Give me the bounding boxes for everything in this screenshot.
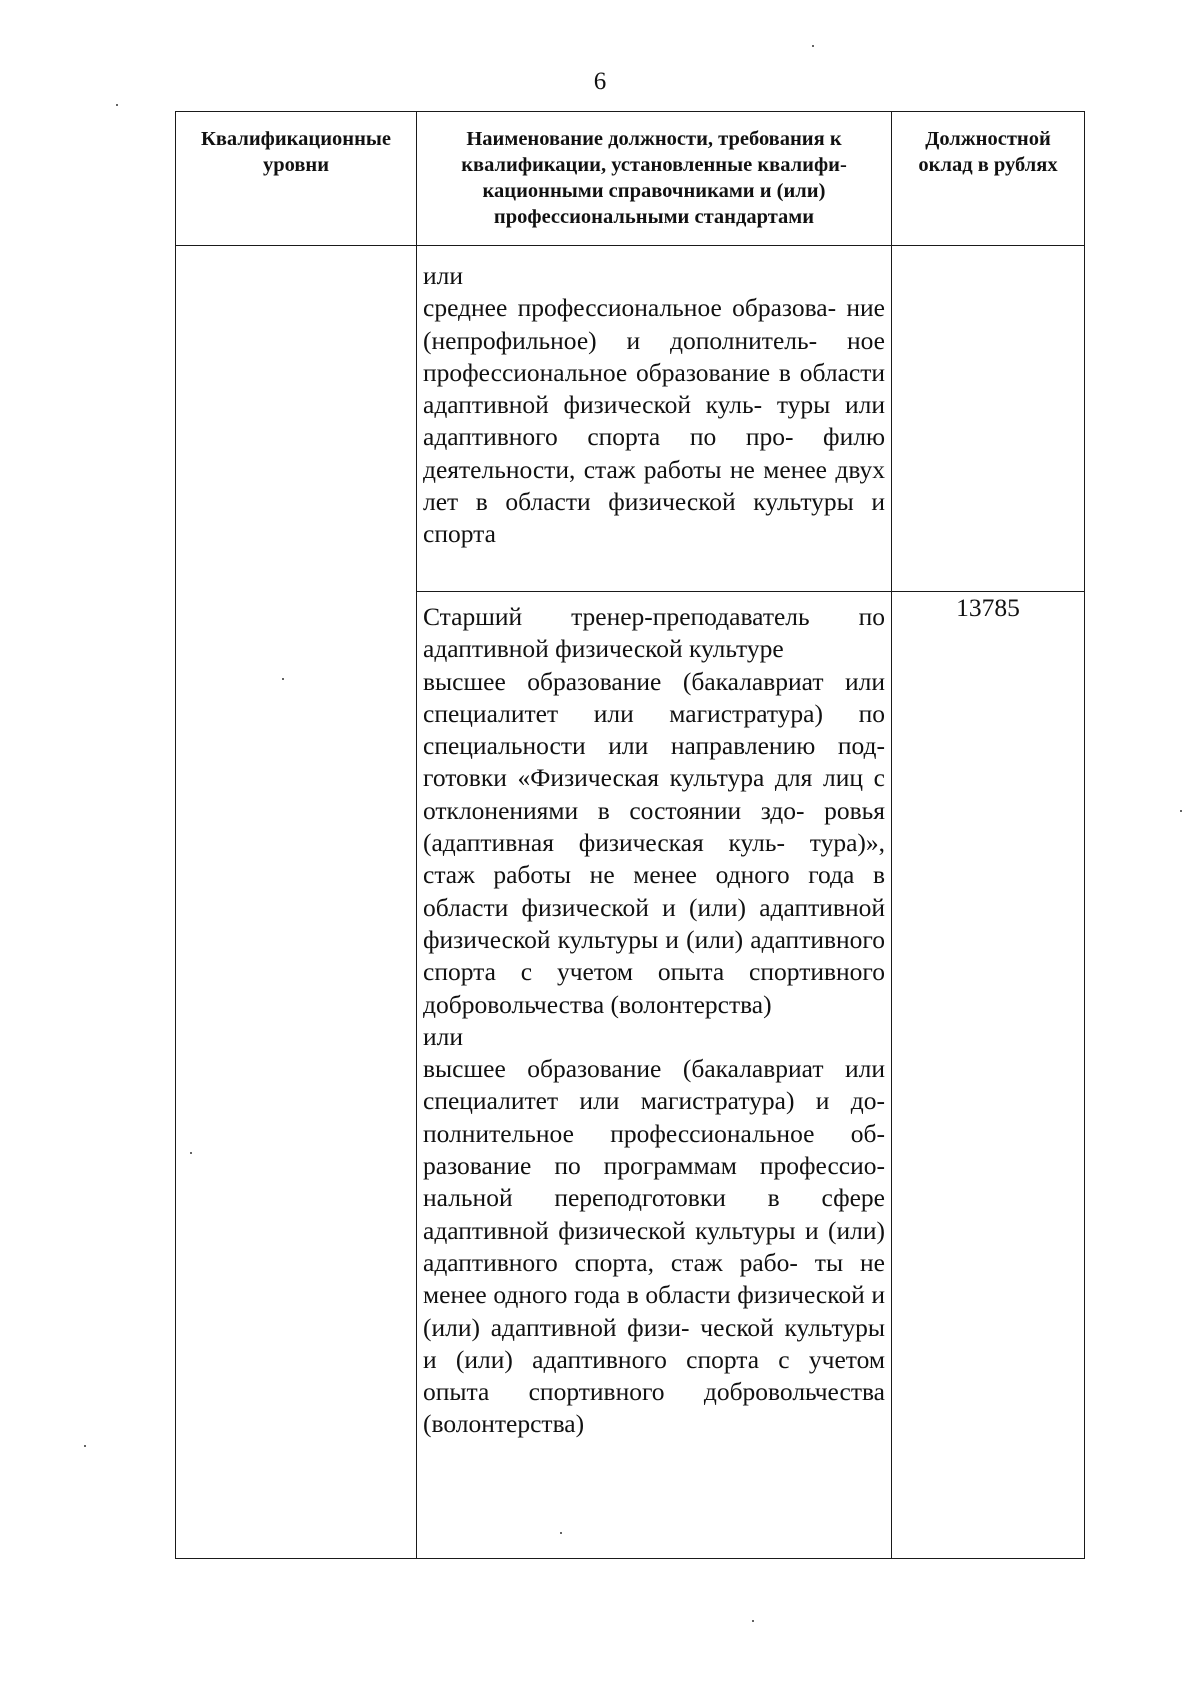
requirements-paragraph: или	[423, 1021, 464, 1051]
qualification-level-cell	[176, 246, 417, 1559]
scan-speck	[1180, 810, 1182, 812]
scan-speck	[560, 1532, 562, 1534]
requirements-paragraph: высшее образование (бакалавриат или специалитет или магистратура) по специальности или направлению под- готовки «Физическая культура для лиц с отклонениями в состоянии здо- ровья (адаптивная физическая куль- тура)», стаж работы не менее одного года в области физической и (или) адаптивной физической культуры и (или) адаптивного спорта с учетом опыта спортивного добровольчества (волонтерства)	[423, 666, 885, 1019]
position-title: Старший тренер-преподаватель по адаптивной физической культуре	[423, 602, 885, 664]
requirements-cell	[417, 592, 892, 1559]
qualification-table	[175, 111, 1085, 1559]
header-position-requirements: Наименование должности, требования к квалификации, установленные квалифи- кационными справочниками и (или) профессиональными стандартами	[417, 112, 892, 246]
scan-speck	[84, 1445, 86, 1447]
scan-speck	[812, 45, 814, 47]
scan-speck	[116, 104, 118, 106]
table-row	[176, 246, 1085, 592]
scan-speck	[190, 1152, 192, 1154]
table-header-row	[176, 112, 1085, 246]
requirements-cell	[417, 246, 892, 592]
scan-speck	[282, 678, 284, 680]
requirements-paragraph: среднее профессиональное образова- ние (непрофильное) и дополнитель- ное профессиональное образование в области адаптивной физической куль- туры или адаптивного спорта по про- филю деятельности, стаж работы не менее двух лет в области физической культуры и спорта	[423, 293, 885, 549]
scan-speck	[752, 1620, 754, 1622]
page-number: 6	[593, 68, 607, 95]
requirements-paragraph: высшее образование (бакалавриат или специалитет или магистратура) и до- полнительное профессиональное об- разование по программам профессио- нальной переподготовки в сфере адаптивной физической культуры и (или) адаптивного спорта, стаж рабо- ты не менее одного года в области физической и (или) адаптивной физи- ческой культуры и (или) адаптивного спорта с учетом опыта спортивного добровольчества (волонтерства)	[423, 1054, 885, 1439]
salary-cell: 13785	[892, 592, 1085, 1559]
requirements-paragraph: или	[423, 261, 464, 290]
header-salary: Должностной оклад в рублях	[892, 112, 1085, 246]
salary-cell	[892, 246, 1085, 592]
header-qualification-levels: Квалификационные уровни	[176, 112, 417, 246]
